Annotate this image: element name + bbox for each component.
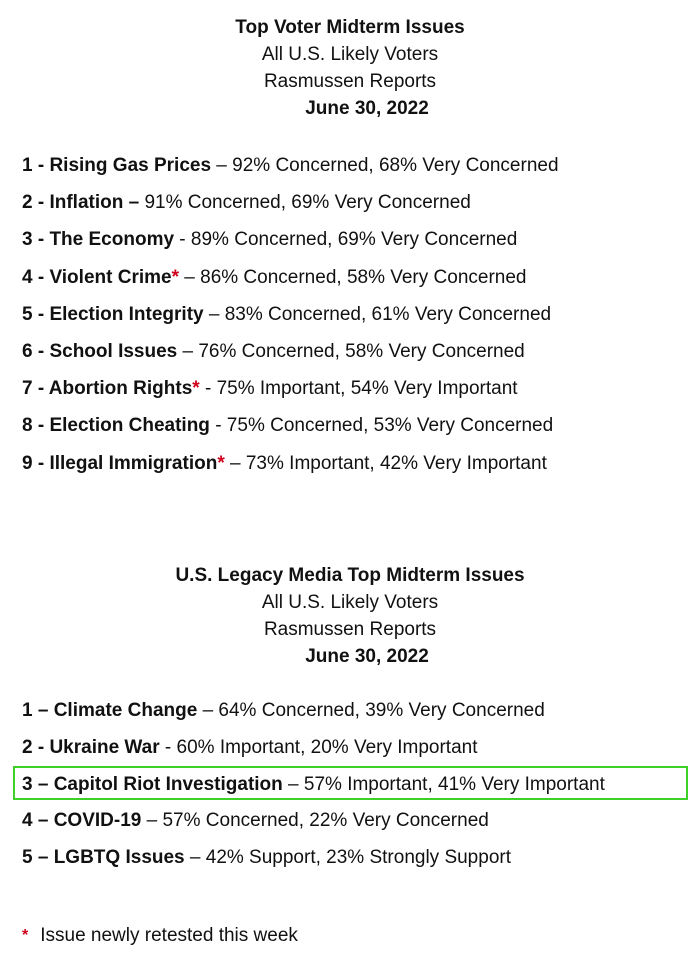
issue-name: Election Cheating xyxy=(49,415,210,437)
issue-rank: 4 - xyxy=(22,266,50,288)
issue-stats: – 57% Important, 41% Very Important xyxy=(282,773,605,795)
issue-stats: – 86% Concerned, 58% Very Concerned xyxy=(179,266,527,288)
issue-name: The Economy xyxy=(49,229,175,251)
issue-item xyxy=(22,693,605,730)
issue-name: Climate Change xyxy=(53,700,198,721)
issue-rank: 1 - xyxy=(22,155,50,176)
issue-name: Election Integrity xyxy=(49,303,204,325)
issue-stats: - 75% Important, 54% Very Important xyxy=(199,378,518,400)
issue-rank: 9 - xyxy=(22,452,50,474)
issue-rank: 6 - xyxy=(22,340,50,362)
issue-rank: 2 - xyxy=(22,192,50,214)
issue-item xyxy=(22,184,559,221)
issue-stats: – 76% Concerned, 58% Very Concerned xyxy=(177,340,525,362)
issue-item xyxy=(22,221,559,258)
issue-stats: - 89% Concerned, 69% Very Concerned xyxy=(174,229,518,251)
section-header-top-voter xyxy=(0,14,700,122)
footnote-text: Issue newly retested this week xyxy=(40,925,298,946)
section-header-legacy-media xyxy=(0,562,700,670)
issue-rank: 5 - xyxy=(22,303,50,325)
issue-name: Abortion Rights xyxy=(48,378,193,400)
issue-item xyxy=(22,445,559,482)
issue-name: Illegal Immigration xyxy=(49,452,218,474)
section-subtitle: All U.S. Likely Voters xyxy=(261,592,439,613)
issue-item xyxy=(22,259,559,296)
section-date: June 30, 2022 xyxy=(305,646,429,667)
issue-rank: 3 - xyxy=(22,229,50,251)
section-source: Rasmussen Reports xyxy=(263,619,437,640)
section-title: U.S. Legacy Media Top Midterm Issues xyxy=(175,565,525,586)
issue-rank: 5 – xyxy=(22,847,54,869)
issue-item xyxy=(22,840,605,877)
issue-item xyxy=(22,147,559,184)
issue-rank: 3 – xyxy=(22,773,54,795)
footnote xyxy=(22,922,298,950)
section-title: Top Voter Midterm Issues xyxy=(235,17,465,38)
issue-rank: 4 – xyxy=(22,810,54,832)
top-voter-issues-list xyxy=(22,147,559,482)
issue-item-highlighted xyxy=(22,767,605,804)
issue-name: LGBTQ Issues xyxy=(53,847,185,869)
issue-item xyxy=(22,730,605,767)
issue-stats: – 92% Concerned, 68% Very Concerned xyxy=(211,155,559,176)
issue-item xyxy=(22,370,559,407)
issue-name: School Issues xyxy=(49,340,178,362)
section-source: Rasmussen Reports xyxy=(263,71,437,92)
issue-stats: – 42% Support, 23% Strongly Support xyxy=(184,847,511,869)
issue-star: * xyxy=(171,266,179,288)
issue-name: Ukraine War xyxy=(49,736,160,758)
issue-rank: 8 - xyxy=(22,415,50,437)
issue-stats: - 60% Important, 20% Very Important xyxy=(159,736,478,758)
issue-rank: 2 - xyxy=(22,736,50,758)
footnote-asterisk: * xyxy=(22,927,29,944)
issue-item xyxy=(22,407,559,444)
issue-stats: – 57% Concerned, 22% Very Concerned xyxy=(141,810,489,832)
issue-rank: 1 – xyxy=(22,700,54,721)
section-subtitle: All U.S. Likely Voters xyxy=(261,44,439,65)
issue-item xyxy=(22,296,559,333)
issue-stats: 91% Concerned, 69% Very Concerned xyxy=(139,192,471,214)
issue-rank: 7 - xyxy=(22,378,49,400)
issue-star: * xyxy=(217,452,225,474)
issue-item xyxy=(22,333,559,370)
issue-stats: – 83% Concerned, 61% Very Concerned xyxy=(203,303,552,325)
issue-item xyxy=(22,803,605,840)
issue-name: Capitol Riot Investigation xyxy=(53,773,283,795)
section-date: June 30, 2022 xyxy=(305,98,429,119)
issue-name: Rising Gas Prices xyxy=(49,155,212,176)
legacy-media-issues-list xyxy=(22,693,605,877)
issue-stats: – 64% Concerned, 39% Very Concerned xyxy=(197,700,545,721)
issue-stats: - 75% Concerned, 53% Very Concerned xyxy=(209,415,554,437)
issue-name: Inflation – xyxy=(49,192,140,214)
issue-name: COVID-19 xyxy=(53,810,142,832)
issue-star: * xyxy=(192,378,200,400)
issue-stats: – 73% Important, 42% Very Important xyxy=(224,452,547,474)
issue-name: Violent Crime xyxy=(49,266,172,288)
